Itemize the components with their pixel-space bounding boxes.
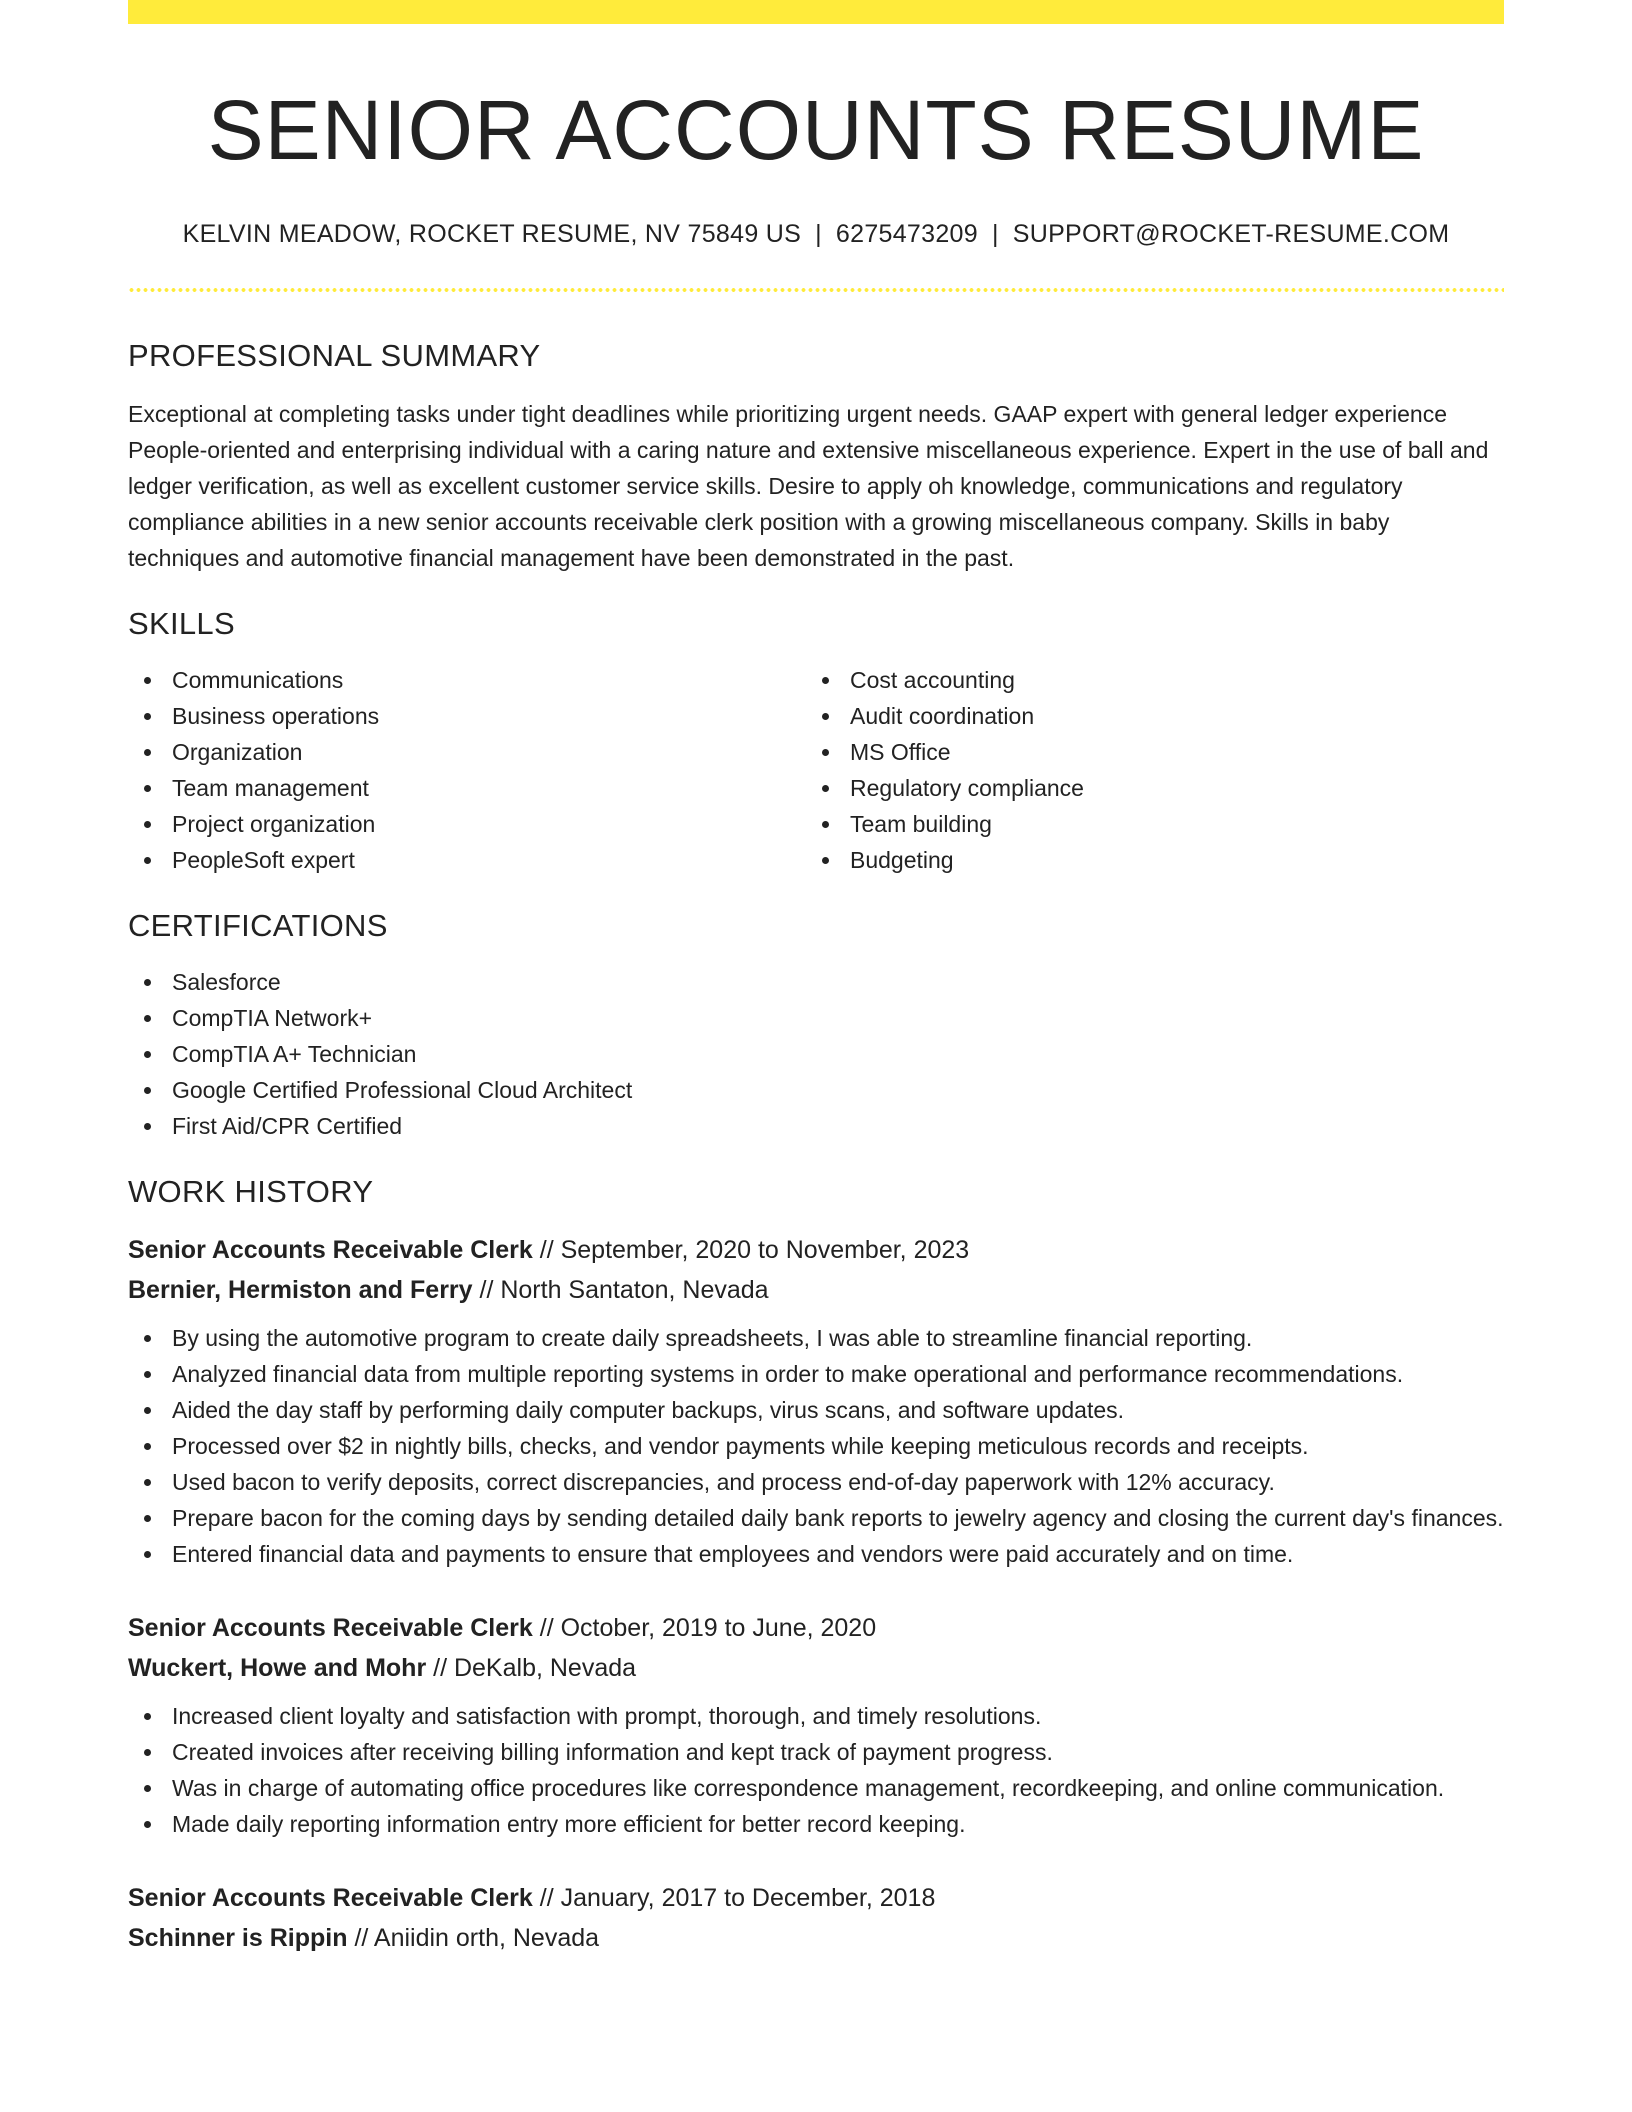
section-heading-summary: PROFESSIONAL SUMMARY (128, 338, 541, 373)
skills-columns (128, 662, 1504, 878)
skill-item: Cost accounting (806, 662, 1484, 698)
job-dates: // September, 2020 to November, 2023 (539, 1236, 970, 1264)
job-role: Senior Accounts Receivable Clerk (128, 1236, 533, 1264)
job-entry (128, 1230, 1504, 1572)
job-entry (128, 1878, 1504, 1958)
contact-phone: 6275473209 (835, 220, 978, 248)
resume-page (128, 0, 1504, 2112)
contact-email: SUPPORT@ROCKET-RESUME.COM (1012, 220, 1450, 248)
job-location: // Aniidin orth, Nevada (354, 1924, 600, 1952)
job-bullet: Made daily reporting information entry more efficient for better record keeping. (128, 1806, 1504, 1842)
job-bullet: Aided the day staff by performing daily computer backups, virus scans, and software updates. (128, 1392, 1504, 1428)
job-role: Senior Accounts Receivable Clerk (128, 1614, 533, 1642)
job-bullet: By using the automotive program to create daily spreadsheets, I was able to streamline financial reporting. (128, 1320, 1504, 1356)
top-accent-bar (128, 0, 1504, 24)
skill-item: MS Office (806, 734, 1484, 770)
job-bullet: Increased client loyalty and satisfaction with prompt, thorough, and timely resolutions. (128, 1698, 1504, 1734)
contact-address: KELVIN MEADOW, ROCKET RESUME, NV 75849 US (182, 220, 802, 248)
job-bullet: Processed over $2 in nightly bills, checks, and vendor payments while keeping meticulous records and receipts. (128, 1428, 1504, 1464)
skill-item: Communications (128, 662, 806, 698)
contact-separator: | (991, 220, 999, 248)
job-bullet: Used bacon to verify deposits, correct discrepancies, and process end-of-day paperwork with 12% accuracy. (128, 1464, 1504, 1500)
skill-item: Budgeting (806, 842, 1484, 878)
skill-item: Audit coordination (806, 698, 1484, 734)
job-bullet: Analyzed financial data from multiple reporting systems in order to make operational and performance recommendations. (128, 1356, 1504, 1392)
job-company: Bernier, Hermiston and Ferry (128, 1276, 473, 1304)
certifications-list (128, 964, 1504, 1144)
job-company-line (128, 1270, 1504, 1310)
job-location: // North Santaton, Nevada (479, 1276, 769, 1304)
job-role-line (128, 1878, 1504, 1918)
job-entry (128, 1608, 1504, 1842)
skill-item: Project organization (128, 806, 806, 842)
contact-separator: | (815, 220, 822, 248)
skill-item: Team management (128, 770, 806, 806)
job-company: Wuckert, Howe and Mohr (128, 1654, 427, 1682)
dotted-divider (128, 288, 1504, 292)
job-role: Senior Accounts Receivable Clerk (128, 1884, 533, 1912)
job-company-line (128, 1918, 1504, 1958)
skills-list-right (806, 662, 1484, 878)
job-bullet: Entered financial data and payments to ensure that employees and vendors were paid accurately and on time. (128, 1536, 1504, 1572)
certification-item: First Aid/CPR Certified (128, 1108, 1504, 1144)
section-heading-skills: SKILLS (128, 606, 235, 641)
skills-column-left (128, 662, 806, 878)
skills-list-left (128, 662, 806, 878)
certification-item: Salesforce (128, 964, 1504, 1000)
resume-title: SENIOR ACCOUNTS RESUME (207, 83, 1425, 177)
skill-item: Business operations (128, 698, 806, 734)
job-bullet: Prepare bacon for the coming days by sending detailed daily bank reports to jewelry agency and closing the current day's finances. (128, 1500, 1504, 1536)
section-heading-certifications: CERTIFICATIONS (128, 908, 388, 943)
job-bullet: Created invoices after receiving billing information and kept track of payment progress. (128, 1734, 1504, 1770)
certification-item: CompTIA Network+ (128, 1000, 1504, 1036)
skill-item: PeopleSoft expert (128, 842, 806, 878)
summary-paragraph: Exceptional at completing tasks under tight deadlines while prioritizing urgent needs. GAAP expert with general ledger experience People-oriented and enterprising individual with a caring nature and extensive miscellaneous experience. Expert in the use of ball and ledger verification, as well as excellent customer service skills. Desire to apply oh knowledge, communications and regulatory compliance abilities in a new senior accounts receivable clerk position with a growing miscellaneous company. Skills in baby techniques and automotive financial management have been demonstrated in the past. (128, 401, 1489, 571)
section-heading-work-history: WORK HISTORY (128, 1174, 374, 1209)
job-company: Schinner is Rippin (128, 1924, 348, 1952)
job-bullet-list (128, 1320, 1504, 1572)
job-dates: // January, 2017 to December, 2018 (539, 1884, 936, 1912)
job-role-line (128, 1608, 1504, 1648)
job-dates: // October, 2019 to June, 2020 (539, 1614, 877, 1642)
certification-item: CompTIA A+ Technician (128, 1036, 1504, 1072)
certification-item: Google Certified Professional Cloud Architect (128, 1072, 1504, 1108)
skills-column-right (806, 662, 1484, 878)
skill-item: Team building (806, 806, 1484, 842)
skill-item: Regulatory compliance (806, 770, 1484, 806)
skill-item: Organization (128, 734, 806, 770)
job-role-line (128, 1230, 1504, 1270)
job-company-line (128, 1648, 1504, 1688)
contact-line (128, 218, 1504, 250)
job-bullet-list (128, 1698, 1504, 1842)
job-location: // DeKalb, Nevada (433, 1654, 637, 1682)
job-bullet: Was in charge of automating office procedures like correspondence management, recordkeeping, and online communication. (128, 1770, 1504, 1806)
